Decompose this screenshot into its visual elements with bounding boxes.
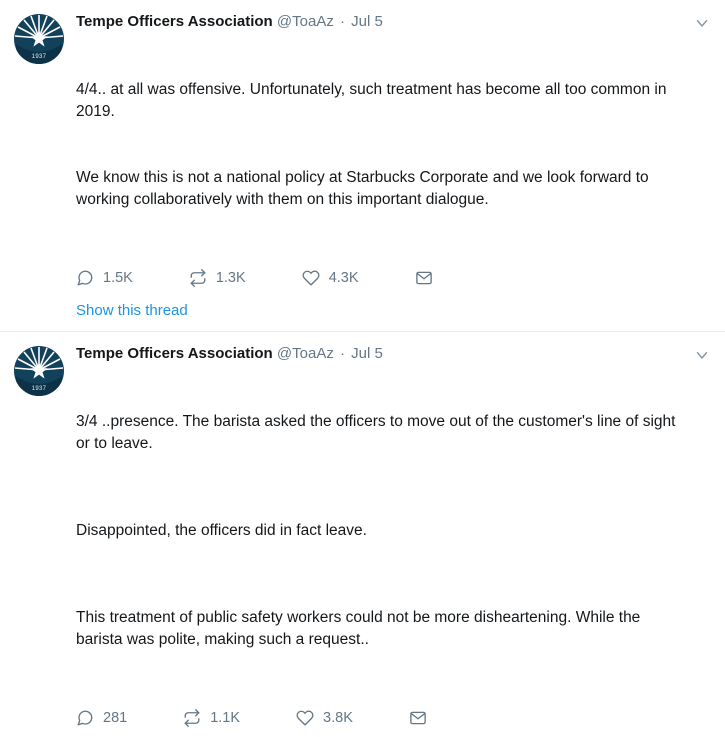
envelope-icon (415, 269, 433, 287)
tweet-paragraph: This treatment of public safety workers could not be more disheartening. While the barista was polite, making such a request.. (76, 609, 645, 648)
separator: · (340, 345, 345, 362)
like-action[interactable] (302, 269, 359, 287)
avatar-badge-text: 1937 (31, 54, 47, 60)
timestamp[interactable]: Jul 5 (351, 345, 383, 362)
tweet-actions (76, 709, 685, 727)
tweet-header (76, 12, 685, 32)
tweet-text (76, 367, 685, 695)
reply-count: 281 (103, 710, 128, 726)
handle[interactable]: @ToaAz (276, 13, 334, 30)
reply-icon (76, 709, 94, 727)
tweet-item[interactable] (0, 331, 725, 737)
chevron-down-icon[interactable] (693, 346, 711, 364)
timestamp[interactable]: Jul 5 (351, 13, 383, 30)
tweet-paragraph: 3/4 ..presence. The barista asked the officers to move out of the customer's line of sight or to leave. (76, 413, 680, 452)
like-count: 4.3K (328, 270, 359, 286)
display-name[interactable]: Tempe Officers Association (76, 13, 273, 30)
avatar-badge-text: 1937 (31, 386, 47, 392)
avatar-column (14, 344, 76, 727)
display-name[interactable]: Tempe Officers Association (76, 345, 273, 362)
avatar[interactable] (14, 346, 64, 396)
reply-icon (76, 269, 94, 287)
avatar-column (14, 12, 76, 321)
retweet-action[interactable] (189, 269, 246, 287)
reply-action[interactable] (76, 269, 133, 287)
heart-icon (296, 709, 314, 727)
retweet-count: 1.3K (215, 270, 246, 286)
reply-action[interactable] (76, 709, 127, 727)
tweet-body (76, 12, 711, 321)
retweet-count: 1.1K (210, 710, 241, 726)
tweet-paragraph: Disappointed, the officers did in fact leave. (76, 522, 367, 539)
heart-icon (302, 269, 320, 287)
message-action[interactable] (415, 269, 442, 287)
retweet-action[interactable] (183, 709, 240, 727)
retweet-icon (189, 269, 207, 287)
like-action[interactable] (296, 709, 353, 727)
reply-count: 1.5K (103, 270, 133, 286)
message-action[interactable] (409, 709, 436, 727)
tweet-paragraph: We know this is not a national policy at Starbucks Corporate and we look forward to working collaboratively with them on this important dialogue. (76, 169, 653, 208)
tweet-text (76, 35, 685, 255)
show-thread-link[interactable]: Show this thread (76, 302, 188, 319)
tweet-item[interactable] (0, 0, 725, 331)
tweet-body (76, 344, 711, 727)
separator: · (340, 13, 345, 30)
retweet-icon (183, 709, 201, 727)
chevron-down-icon[interactable] (693, 14, 711, 32)
envelope-icon (409, 709, 427, 727)
tweet-paragraph: 4/4.. at all was offensive. Unfortunately, such treatment has become all too common in 2019. (76, 81, 671, 120)
like-count: 3.8K (323, 710, 353, 726)
tweet-header (76, 344, 685, 364)
avatar[interactable] (14, 14, 64, 64)
tweet-actions (76, 269, 685, 287)
handle[interactable]: @ToaAz (276, 345, 334, 362)
